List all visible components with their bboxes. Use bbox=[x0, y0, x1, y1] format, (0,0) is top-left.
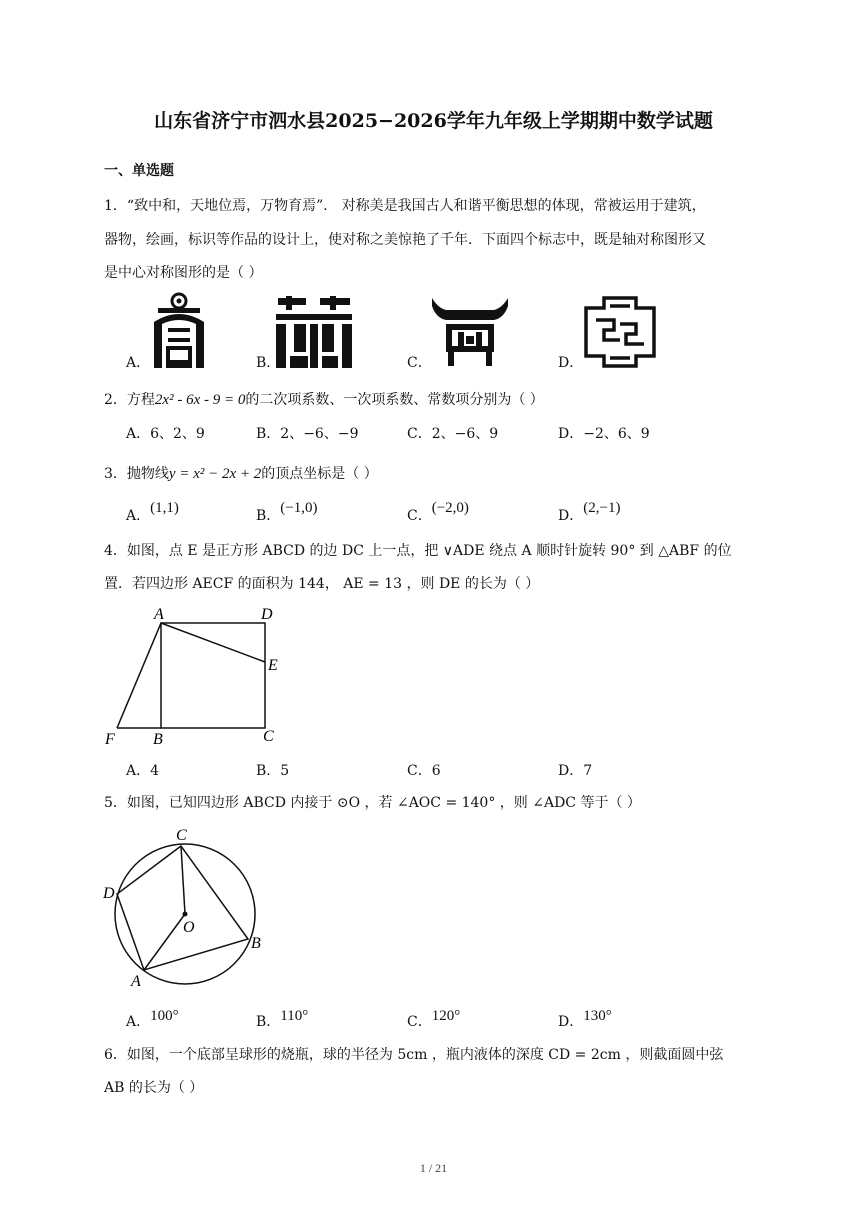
logo-d-icon bbox=[584, 296, 656, 368]
label-f: F bbox=[105, 731, 115, 748]
label-c: C bbox=[176, 827, 187, 844]
center-point bbox=[183, 912, 188, 917]
segment-af bbox=[117, 623, 161, 728]
q5-option-d-label: D． bbox=[558, 1014, 584, 1030]
q1-option-a: A． bbox=[126, 355, 151, 371]
q5-option-b-label: B． bbox=[256, 1014, 281, 1030]
q5-option-a-label: A． bbox=[126, 1014, 151, 1030]
q3-option-d-value: (2,−1) bbox=[583, 500, 621, 516]
q3-option-b-label: B． bbox=[256, 508, 281, 524]
logo-b-icon bbox=[276, 296, 352, 368]
label-b: B bbox=[153, 731, 163, 748]
q4-figure bbox=[100, 604, 290, 750]
q5-option-d-value: 130° bbox=[583, 1008, 612, 1024]
segment-ae bbox=[161, 623, 265, 662]
q2-suffix: 的二次项系数、一次项系数、常数项分别为（ ） bbox=[245, 392, 544, 408]
label-a: A bbox=[131, 973, 141, 990]
logo-a-icon bbox=[150, 292, 208, 368]
q5-option-a-value: 100° bbox=[150, 1008, 179, 1024]
q1-option-b: B． bbox=[256, 355, 281, 371]
q4-option-b: B．5 bbox=[256, 763, 290, 779]
q5-option-c-value: 120° bbox=[431, 1008, 461, 1024]
logo-c-icon bbox=[432, 296, 508, 366]
label-b: B bbox=[251, 935, 261, 952]
q5-option-a bbox=[126, 1008, 179, 1031]
q2-prefix: 2．方程 bbox=[104, 392, 155, 408]
q5-option-b-value: 110° bbox=[280, 1008, 309, 1024]
q3-option-c-label: C． bbox=[407, 508, 432, 524]
q1-option-c: C． bbox=[407, 355, 432, 371]
q2-option-a: A．6、2、9 bbox=[126, 426, 205, 442]
q2-option-d: D．−2、6、9 bbox=[558, 426, 650, 442]
q3-suffix: 的顶点坐标是（ ） bbox=[261, 466, 378, 482]
q3-option-d-label: D． bbox=[558, 508, 584, 524]
q6-line2: AB 的长为（ ） bbox=[104, 1080, 204, 1096]
q2-option-b: B．2、−6、−9 bbox=[256, 426, 359, 442]
q1-line2: 器物，绘画，标识等作品的设计上，使对称之美惊艳了千年．下面四个标志中，既是轴对称图形又 bbox=[104, 232, 706, 248]
q3-option-a bbox=[126, 500, 179, 525]
q1-line3: 是中心对称图形的是（ ） bbox=[104, 265, 263, 281]
q4-line2: 置．若四边形 AECF 的面积为 144， AE = 13 ，则 DE 的长为（ ） bbox=[104, 576, 540, 592]
q2-option-c: C．2、−6、9 bbox=[407, 426, 499, 442]
q3-prefix: 3．抛物线 bbox=[104, 466, 169, 482]
q3-stem bbox=[104, 463, 378, 483]
q5-option-b bbox=[256, 1008, 309, 1031]
q3-option-c-value: (−2,0) bbox=[431, 500, 469, 516]
label-d: D bbox=[103, 885, 115, 902]
q3-option-a-value: (1,1) bbox=[150, 500, 179, 516]
section-heading: 一、单选题 bbox=[104, 163, 174, 179]
q1-option-d: D． bbox=[558, 355, 584, 371]
q4-option-c: C．6 bbox=[407, 763, 441, 779]
segment-oc bbox=[181, 846, 185, 914]
q5-option-c-label: C． bbox=[407, 1014, 432, 1030]
q3-equation: y = x² − 2x + 2 bbox=[168, 466, 262, 482]
q4-line1: 4．如图，点 E 是正方形 ABCD 的边 DC 上一点，把 ∨ADE 绕点 A 顺时针旋转 90° 到 △ABF 的位 bbox=[104, 543, 732, 559]
page-title: 山东省济宁市泗水县2025−2026学年九年级上学期期中数学试题 bbox=[154, 110, 713, 132]
q1-line1: 1．“致中和，天地位焉，万物育焉”． 对称美是我国古人和谐平衡思想的体现，常被运用于建筑， bbox=[104, 198, 706, 214]
page-number: 1 / 21 bbox=[419, 1161, 448, 1175]
segment-oa bbox=[144, 914, 185, 970]
label-c: C bbox=[263, 728, 274, 745]
label-e: E bbox=[268, 657, 278, 674]
q3-option-d bbox=[558, 500, 621, 525]
q3-option-b-value: (−1,0) bbox=[280, 500, 318, 516]
q3-option-b bbox=[256, 500, 318, 525]
q5-figure bbox=[100, 822, 270, 994]
q5-option-d bbox=[558, 1008, 612, 1031]
q4-option-d: D．7 bbox=[558, 763, 593, 779]
q2-equation: 2x² - 6x - 9 = 0 bbox=[154, 392, 246, 408]
q4-option-a: A．4 bbox=[126, 763, 160, 779]
label-d: D bbox=[261, 606, 273, 623]
q3-option-a-label: A． bbox=[126, 508, 151, 524]
square-abcd bbox=[161, 623, 265, 728]
q6-line1: 6．如图，一个底部呈球形的烧瓶，球的半径为 5cm ，瓶内液体的深度 CD = 2cm ，则截面圆中弦 bbox=[104, 1047, 724, 1063]
q5-line1: 5．如图，已知四边形 ABCD 内接于 ⊙O ，若 ∠AOC = 140° ，则 ∠ADC 等于（ ） bbox=[104, 795, 641, 811]
label-o: O bbox=[183, 919, 195, 936]
q5-option-c bbox=[407, 1008, 461, 1031]
label-a: A bbox=[154, 606, 164, 623]
q3-option-c bbox=[407, 500, 469, 525]
q2-stem bbox=[104, 389, 544, 409]
